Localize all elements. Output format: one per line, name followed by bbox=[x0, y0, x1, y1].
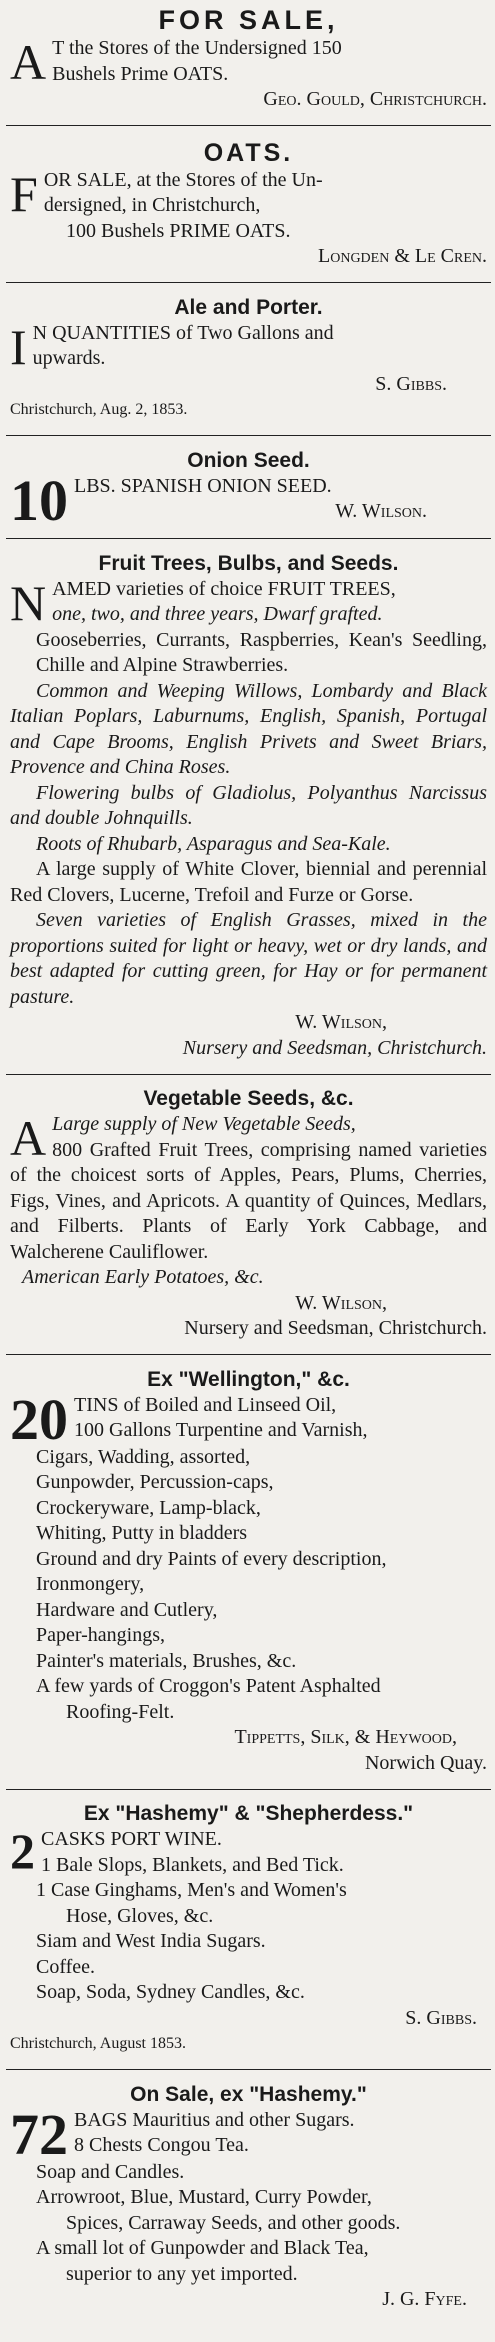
ad-heading: Fruit Trees, Bulbs, and Seeds. bbox=[98, 551, 399, 575]
list-item: A small lot of Gunpowder and Black Tea, bbox=[36, 2237, 369, 2260]
ad-heading: FOR SALE, bbox=[158, 5, 339, 35]
drop-cap: I bbox=[10, 318, 27, 375]
list-item: Whiting, Putty in bladders bbox=[36, 1522, 248, 1545]
ad-ex-hashemy-shepherdess bbox=[10, 1801, 487, 2057]
ad-signature-line2: Nursery and Seedsman, Christchurch. bbox=[182, 1036, 487, 1059]
ad-fruit-trees bbox=[10, 551, 487, 1062]
ad-oats bbox=[10, 138, 487, 270]
ad-body: Gooseberries, Currants, Raspberries, Kean's Seedling, Chille and Alpine Strawberries. bbox=[36, 628, 487, 677]
ad-body: T the Stores of the Undersigned 150 bbox=[52, 37, 342, 59]
list-item: Coffee. bbox=[36, 1955, 96, 1978]
ad-body: TINS of Boiled and Linseed Oil, bbox=[74, 1393, 337, 1416]
ad-signature: W. Wilson, bbox=[295, 1011, 387, 1034]
ad-signature: Geo. Gould, Christchurch. bbox=[263, 88, 487, 110]
ad-signature-line2: Norwich Quay. bbox=[364, 1751, 487, 1774]
ad-body: Flowering bulbs of Gladiolus, Polyanthus Narcissus and double Johnquills. bbox=[10, 781, 487, 830]
ad-body: dersigned, in Christchurch, bbox=[43, 194, 261, 217]
list-item: Ground and dry Paints of every description, bbox=[36, 1547, 387, 1570]
divider bbox=[6, 2069, 491, 2070]
list-item: Cigars, Wadding, assorted, bbox=[36, 1445, 251, 1468]
ad-signature: Longden & Le Cren. bbox=[318, 245, 487, 268]
ad-body: Bushels Prime OATS. bbox=[52, 62, 229, 85]
list-item: 8 Chests Congou Tea. bbox=[74, 2134, 249, 2157]
drop-cap: F bbox=[10, 165, 38, 222]
ad-date: Christchurch, Aug. 2, 1853. bbox=[10, 401, 188, 419]
ad-vegetable-seeds bbox=[10, 1086, 487, 1342]
list-item: 1 Case Ginghams, Men's and Women's bbox=[36, 1879, 347, 1902]
ad-signature: W. Wilson, bbox=[295, 1291, 387, 1314]
ad-body: one, two, and three years, Dwarf grafted. bbox=[52, 603, 383, 626]
ad-signature: W. Wilson. bbox=[335, 500, 427, 523]
ad-ex-wellington bbox=[10, 1367, 487, 1777]
ad-date: Christchurch, August 1853. bbox=[10, 2035, 186, 2053]
ad-signature: S. Gibbs. bbox=[375, 372, 447, 395]
list-item: 1 Bale Slops, Blankets, and Bed Tick. bbox=[41, 1853, 344, 1876]
ad-body: Roots of Rhubarb, Asparagus and Sea-Kale. bbox=[36, 832, 391, 855]
list-item: Spices, Carraway Seeds, and other goods. bbox=[66, 2211, 401, 2234]
list-item: Soap and Candles. bbox=[36, 2160, 185, 2183]
list-item: Ironmongery, bbox=[36, 1573, 145, 1596]
list-item: Hose, Gloves, &c. bbox=[66, 1904, 214, 1927]
list-item: Soap, Soda, Sydney Candles, &c. bbox=[36, 1981, 305, 2004]
drop-cap-number: 2 bbox=[10, 1823, 35, 1880]
ad-heading: Ex "Hashemy" & "Shepherdess." bbox=[83, 1802, 414, 1826]
list-item: Paper-hangings, bbox=[36, 1624, 166, 1647]
ad-onion-seed bbox=[10, 448, 487, 533]
ad-body: Large supply of New Vegetable Seeds, bbox=[52, 1113, 356, 1136]
list-item: Roofing-Felt. bbox=[66, 1700, 175, 1723]
list-item: Crockeryware, Lamp-black, bbox=[36, 1496, 261, 1519]
ad-for-sale bbox=[10, 4, 487, 113]
ad-heading: Ex "Wellington," &c. bbox=[147, 1367, 350, 1391]
ad-body: AMED varieties of choice FRUIT TREES, bbox=[52, 577, 396, 600]
drop-cap: A bbox=[10, 34, 47, 90]
list-item: A few yards of Croggon's Patent Asphalted bbox=[36, 1675, 381, 1698]
divider bbox=[6, 1354, 491, 1355]
drop-cap-number: 10 bbox=[10, 467, 68, 533]
ad-signature-line2: Nursery and Seedsman, Christchurch. bbox=[184, 1317, 487, 1340]
list-item: Painter's materials, Brushes, &c. bbox=[36, 1649, 297, 1672]
divider bbox=[6, 538, 491, 539]
ad-signature: J. G. Fyfe. bbox=[382, 2288, 467, 2311]
list-item: Gunpowder, Percussion-caps, bbox=[36, 1471, 274, 1494]
divider bbox=[6, 435, 491, 436]
list-item: 100 Gallons Turpentine and Varnish, bbox=[74, 1419, 368, 1442]
ad-body: N QUANTITIES of Two Gallons and bbox=[32, 321, 334, 344]
list-item: Hardware and Cutlery, bbox=[36, 1598, 218, 1621]
drop-cap-number: 20 bbox=[10, 1386, 68, 1452]
ad-ale-porter bbox=[10, 295, 487, 423]
list-item: Siam and West India Sugars. bbox=[36, 1930, 266, 1953]
ad-body: A large supply of White Clover, biennial and perennial Red Clovers, Lucerne, Trefoil and Furze or Gorse. bbox=[10, 858, 487, 906]
ad-heading: Ale and Porter. bbox=[174, 295, 323, 319]
divider bbox=[6, 1074, 491, 1075]
list-item: superior to any yet imported. bbox=[66, 2262, 298, 2285]
ad-heading: On Sale, ex "Hashemy." bbox=[130, 2082, 367, 2106]
drop-cap: A bbox=[10, 1110, 47, 1167]
ad-body: upwards. bbox=[32, 347, 106, 370]
divider bbox=[6, 1789, 491, 1790]
ad-body: 800 Grafted Fruit Trees, comprising named varieties of the choicest sorts of Apples, Pears, Plums, Cherries, Figs, Vines, and Apricots. A quantity of Quinces, Medlars, and Filberts. Plants of Early York Cabbage, and Walcherene Cauliflower. bbox=[10, 1138, 487, 1263]
ad-signature: Tippetts, Silk, & Heywood, bbox=[234, 1726, 457, 1749]
ad-body: American Early Potatoes, &c. bbox=[22, 1266, 264, 1289]
ad-on-sale-hashemy bbox=[10, 2082, 487, 2313]
divider bbox=[6, 125, 491, 126]
list-item: Arrowroot, Blue, Mustard, Curry Powder, bbox=[36, 2186, 372, 2209]
divider bbox=[6, 282, 491, 283]
ad-heading: OATS. bbox=[203, 138, 294, 167]
ad-body: Seven varieties of English Grasses, mixed in the proportions suited for light or heavy, wet or dry lands, and best adapted for cutting green, for Hay or for permanent pasture. bbox=[10, 909, 487, 1008]
drop-cap: N bbox=[10, 574, 47, 631]
ad-body: CASKS PORT WINE. bbox=[41, 1828, 222, 1851]
ad-body: LBS. SPANISH ONION SEED. bbox=[74, 474, 332, 497]
ad-body: 100 Bushels PRIME OATS. bbox=[66, 219, 291, 242]
ad-heading: Vegetable Seeds, &c. bbox=[143, 1087, 354, 1111]
ad-heading: Onion Seed. bbox=[187, 448, 310, 472]
ad-body: BAGS Mauritius and other Sugars. bbox=[74, 2108, 355, 2131]
ad-body: OR SALE, at the Stores of the Un- bbox=[43, 168, 323, 191]
ad-body: Common and Weeping Willows, Lombardy and Black Italian Poplars, Laburnums, English, Spanish, Portugal and Cape Brooms, English Privets and Sweet Briars, Provence and China Roses. bbox=[10, 679, 487, 779]
ad-signature: S. Gibbs. bbox=[405, 2006, 477, 2029]
drop-cap-number: 72 bbox=[10, 2101, 68, 2167]
